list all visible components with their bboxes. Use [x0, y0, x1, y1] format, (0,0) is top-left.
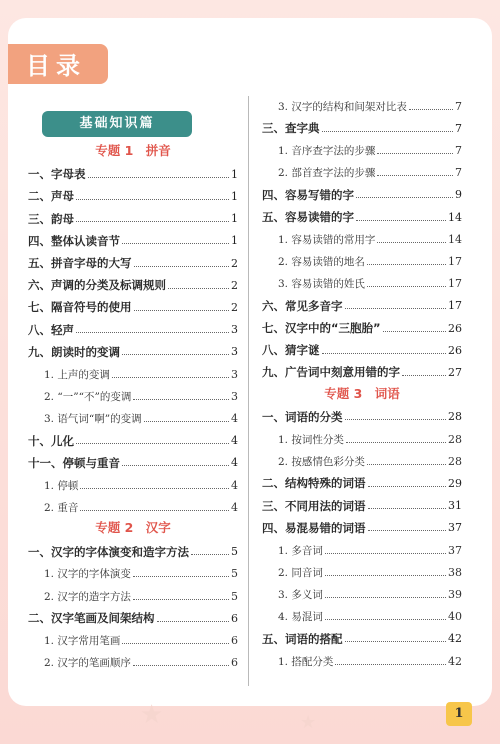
toc-entry-page: 6 [231, 633, 238, 647]
toc-subentry[interactable] [28, 385, 238, 407]
toc-entry-page: 4 [231, 411, 238, 425]
toc-entry-page: 42 [448, 632, 462, 646]
dot-leader [368, 530, 447, 531]
dot-leader [368, 508, 447, 509]
toc-entry[interactable] [262, 339, 462, 361]
toc-entry-label: 2. 部首查字法的步骤 [278, 167, 376, 180]
toc-entry[interactable] [262, 495, 462, 517]
toc-entry-page: 14 [448, 210, 462, 224]
toc-entry-label: 八、轻声 [28, 322, 74, 337]
toc-entry-label: 二、汉字笔画及间架结构 [28, 611, 155, 626]
dot-leader [345, 308, 447, 309]
toc-subentry[interactable] [28, 585, 238, 607]
dot-leader [409, 109, 453, 110]
toc-entry-page: 37 [448, 521, 462, 535]
toc-subentry[interactable] [28, 496, 238, 518]
toc-entry-label: 3. 语气词“啊”的变调 [44, 412, 142, 425]
dot-leader [367, 264, 446, 265]
toc-entry-label: 六、常见多音字 [262, 298, 343, 313]
toc-entry-label: 2. 按感情色彩分类 [278, 455, 365, 468]
dot-leader [325, 553, 446, 554]
toc-entry[interactable] [262, 206, 462, 228]
toc-entry-label: 2. 汉字的笔画顺序 [44, 657, 131, 670]
topic-heading: 专题 1 拼音 [95, 143, 171, 158]
toc-subentry[interactable] [28, 474, 238, 496]
dot-leader [134, 310, 230, 311]
toc-entry-label: 1. 汉字的字体演变 [44, 568, 131, 581]
toc-entry-label: 七、隔音符号的使用 [28, 300, 132, 315]
toc-entry-label: 九、广告词中刻意用错的字 [262, 365, 400, 380]
dot-leader [76, 199, 229, 200]
toc-entry-page: 29 [448, 476, 462, 490]
dot-leader [367, 286, 446, 287]
toc-entry-label: 五、容易读错的字 [262, 210, 354, 224]
toc-entry-label: 1. 上声的变调 [44, 368, 110, 381]
toc-entry-label: 1. 汉字常用笔画 [44, 634, 121, 647]
toc-entry-page: 3 [231, 367, 238, 381]
dot-leader [168, 288, 229, 289]
toc-entry-page: 26 [448, 343, 462, 357]
toc-entry-page: 4 [231, 478, 238, 492]
toc-entry-page: 2 [231, 278, 238, 292]
toc-entry[interactable] [262, 317, 462, 339]
dot-leader [325, 619, 446, 620]
toc-entry-label: 3. 汉字的结构和间架对比表 [278, 100, 407, 113]
toc-entry-page: 4 [231, 434, 238, 448]
toc-entry-page: 7 [455, 99, 462, 113]
toc-entry-label: 三、韵母 [28, 211, 74, 226]
toc-entry-label: 一、词语的分类 [262, 409, 343, 424]
toc-entry-page: 3 [231, 345, 238, 359]
toc-entry-page: 1 [231, 167, 238, 181]
dot-leader [76, 443, 229, 444]
toc-entry-label: 1. 停顿 [44, 479, 79, 492]
toc-entry[interactable] [262, 628, 462, 650]
dot-leader [122, 465, 229, 466]
page-number: 1 [446, 702, 472, 726]
dot-leader [383, 331, 446, 332]
toc-entry-label: 1. 搭配分类 [278, 655, 334, 668]
toc-entry-label: 十、儿化 [28, 433, 74, 448]
dot-leader [377, 242, 446, 243]
dot-leader [80, 488, 229, 489]
dot-leader [76, 332, 229, 333]
toc-entry-page: 9 [455, 188, 462, 202]
dot-leader [144, 421, 229, 422]
dot-leader [122, 643, 229, 644]
toc-entry-label: 4. 易混词 [278, 611, 323, 624]
toc-entry-label: 八、猜字谜 [262, 343, 320, 358]
toc-entry-label: 十一、停顿与重音 [28, 455, 120, 470]
toc-entry[interactable] [28, 296, 238, 318]
dot-leader [345, 419, 447, 420]
toc-entry-page: 28 [448, 454, 462, 468]
toc-subentry[interactable] [262, 95, 462, 117]
toc-entry-page: 42 [448, 654, 462, 668]
dot-leader [157, 621, 230, 622]
toc-subentry[interactable] [28, 652, 238, 674]
toc-entry-page: 26 [448, 321, 462, 335]
toc-entry-label: 一、汉字的字体演变和造字方法 [28, 544, 189, 559]
toc-entry-label: 七、汉字中的“三胞胎” [262, 321, 381, 335]
toc-entry[interactable] [262, 184, 462, 206]
dot-leader [368, 486, 447, 487]
toc-subentry[interactable] [262, 228, 462, 250]
toc-subentry[interactable] [262, 561, 462, 583]
toc-entry[interactable] [28, 341, 238, 363]
toc-entry-label: 三、查字典 [262, 121, 320, 136]
toc-subentry[interactable] [262, 539, 462, 561]
toc-entry-page: 5 [231, 567, 238, 581]
toc-subentry[interactable] [262, 583, 462, 605]
toc-entry-page: 3 [231, 389, 238, 403]
toc-subentry[interactable] [262, 162, 462, 184]
toc-entry-label: 1. 按词性分类 [278, 433, 344, 446]
toc-entry-page: 1 [231, 189, 238, 203]
dot-leader [345, 641, 447, 642]
toc-entry-label: 2. “一”“不”的变调 [44, 390, 132, 403]
toc-entry-page: 14 [448, 232, 462, 246]
toc-entry-label: 一、字母表 [28, 167, 86, 182]
dot-leader [367, 464, 446, 465]
toc-entry[interactable] [262, 295, 462, 317]
toc-entry-label: 二、声母 [28, 189, 74, 204]
toc-subentry[interactable] [28, 563, 238, 585]
toc-entry-label: 2. 容易读错的地名 [278, 255, 365, 268]
toc-entry[interactable] [28, 274, 238, 296]
toc-entry-page: 28 [448, 432, 462, 446]
star-decoration-icon: ★ [300, 712, 317, 733]
toc-subentry[interactable] [262, 273, 462, 295]
toc-entry-label: 四、容易写错的字 [262, 187, 354, 202]
toc-entry-label: 2. 重音 [44, 501, 79, 514]
dot-leader [133, 399, 229, 400]
toc-entry-label: 六、声调的分类及标调规则 [28, 278, 166, 293]
toc-entry-label: 1. 容易读错的常用字 [278, 233, 376, 246]
dot-leader [112, 377, 229, 378]
toc-entry-page: 6 [231, 611, 238, 625]
toc-entry[interactable] [28, 230, 238, 252]
toc-entry-label: 3. 多义词 [278, 588, 323, 601]
toc-entry[interactable] [262, 517, 462, 539]
toc-entry-label: 3. 容易读错的姓氏 [278, 278, 365, 291]
toc-entry-page: 2 [231, 256, 238, 270]
toc-subentry[interactable] [28, 363, 238, 385]
toc-subentry[interactable] [262, 450, 462, 472]
toc-entry-page: 2 [231, 300, 238, 314]
dot-leader [133, 576, 229, 577]
toc-entry-label: 五、拼音字母的大写 [28, 256, 132, 270]
toc-entry-page: 39 [448, 587, 462, 601]
page-title: 目录 [26, 52, 86, 80]
toc-entry[interactable] [28, 541, 238, 563]
topic-heading: 专题 2 汉字 [95, 520, 171, 536]
toc-subentry[interactable] [28, 629, 238, 651]
toc-entry-page: 4 [231, 456, 238, 470]
dot-leader [191, 554, 229, 555]
toc-entry-page: 37 [448, 543, 462, 557]
dot-leader [346, 442, 446, 443]
dot-leader [76, 221, 229, 222]
toc-entry-page: 28 [448, 410, 462, 424]
dot-leader [377, 175, 453, 176]
toc-entry-label: 1. 音序查字法的步骤 [278, 144, 376, 157]
toc-entry[interactable] [28, 252, 238, 274]
toc-entry-page: 17 [448, 254, 462, 268]
toc-subentry[interactable] [262, 606, 462, 628]
toc-entry-label: 九、朗读时的变调 [28, 344, 120, 359]
dot-leader [322, 353, 447, 354]
toc-entry[interactable] [262, 472, 462, 494]
toc-entry[interactable] [28, 163, 238, 185]
toc-subentry[interactable] [262, 139, 462, 161]
toc-entry[interactable] [262, 406, 462, 428]
dot-leader [325, 575, 446, 576]
dot-leader [133, 599, 229, 600]
toc-entry-label: 2. 同音词 [278, 566, 323, 579]
toc-entry-page: 1 [231, 212, 238, 226]
dot-leader [122, 243, 229, 244]
toc-entry[interactable] [28, 430, 238, 452]
toc-entry-label: 三、不同用法的词语 [262, 498, 366, 513]
toc-entry-label: 2. 汉字的造字方法 [44, 590, 131, 603]
toc-entry-page: 7 [455, 121, 462, 135]
toc-subentry[interactable] [262, 650, 462, 672]
toc-entry-label: 四、整体认读音节 [28, 233, 120, 248]
toc-entry-page: 7 [455, 143, 462, 157]
toc-entry-page: 5 [231, 589, 238, 603]
column-divider [248, 96, 249, 686]
toc-subentry[interactable] [262, 250, 462, 272]
toc-entry[interactable] [28, 208, 238, 230]
toc-entry-page: 3 [231, 323, 238, 337]
section-banner: 基础知识篇 [42, 111, 192, 137]
dot-leader [356, 197, 453, 198]
toc-entry[interactable] [28, 319, 238, 341]
toc-entry-page: 17 [448, 277, 462, 291]
toc-entry-label: 四、易混易错的词语 [262, 520, 366, 535]
toc-entry-label: 1. 多音词 [278, 544, 323, 557]
toc-entry-label: 五、词语的搭配 [262, 631, 343, 646]
topic-heading: 专题 3 词语 [324, 385, 400, 401]
toc-entry-page: 1 [231, 234, 238, 248]
toc-entry-page: 5 [231, 545, 238, 559]
dot-leader [80, 510, 229, 511]
dot-leader [335, 664, 446, 665]
toc-entry[interactable] [28, 185, 238, 207]
toc-entry[interactable] [28, 452, 238, 474]
dot-leader [325, 597, 446, 598]
dot-leader [88, 177, 230, 178]
toc-entry-page: 7 [455, 166, 462, 180]
dot-leader [402, 375, 446, 376]
toc-entry-page: 4 [231, 500, 238, 514]
toc-entry-page: 27 [448, 365, 462, 379]
toc-entry-page: 6 [231, 656, 238, 670]
dot-leader [356, 220, 446, 221]
toc-entry-label: 二、结构特殊的词语 [262, 476, 366, 491]
toc-entry-page: 38 [448, 565, 462, 579]
toc-entry-page: 40 [448, 610, 462, 624]
toc-entry[interactable] [262, 117, 462, 139]
star-decoration-icon: ★ [140, 700, 164, 730]
dot-leader [134, 266, 230, 267]
toc-entry-page: 31 [448, 499, 462, 513]
dot-leader [133, 665, 229, 666]
toc-entry[interactable] [28, 607, 238, 629]
toc-subentry[interactable] [262, 428, 462, 450]
dot-leader [322, 131, 454, 132]
toc-entry-page: 17 [448, 299, 462, 313]
toc-subentry[interactable] [28, 407, 238, 429]
toc-entry[interactable] [262, 361, 462, 383]
dot-leader [377, 153, 453, 154]
dot-leader [122, 354, 229, 355]
